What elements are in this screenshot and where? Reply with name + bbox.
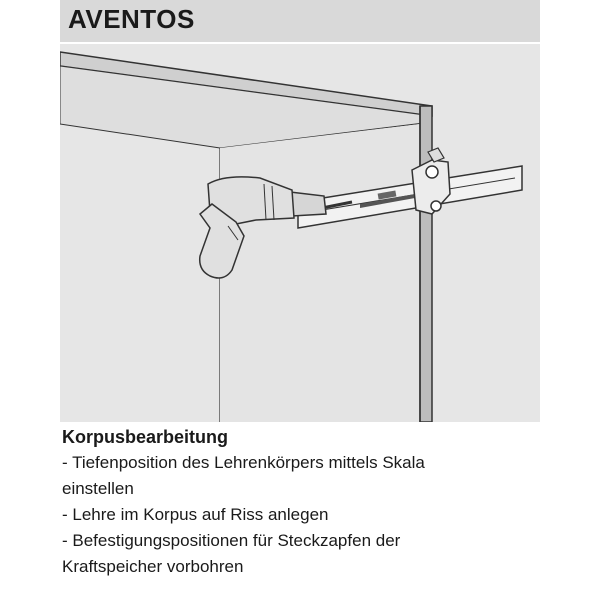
instruction-line: Kraftspeicher vorbohren bbox=[62, 557, 244, 576]
header-title: AVENTOS bbox=[68, 4, 195, 34]
instructions bbox=[62, 424, 532, 580]
instruction-line: - Lehre im Korpus auf Riss anlegen bbox=[62, 505, 329, 524]
header-bar bbox=[60, 0, 540, 42]
instruction-line: - Befestigungspositionen für Steckzapfen der bbox=[62, 531, 401, 550]
cabinet-illustration bbox=[60, 44, 540, 422]
instruction-line: einstellen bbox=[62, 479, 134, 498]
cabinet-drawing bbox=[60, 44, 540, 422]
instruction-line: - Tiefenposition des Lehrenkörpers mittels Skala bbox=[62, 453, 425, 472]
instructions-heading: Korpusbearbeitung bbox=[62, 427, 229, 447]
